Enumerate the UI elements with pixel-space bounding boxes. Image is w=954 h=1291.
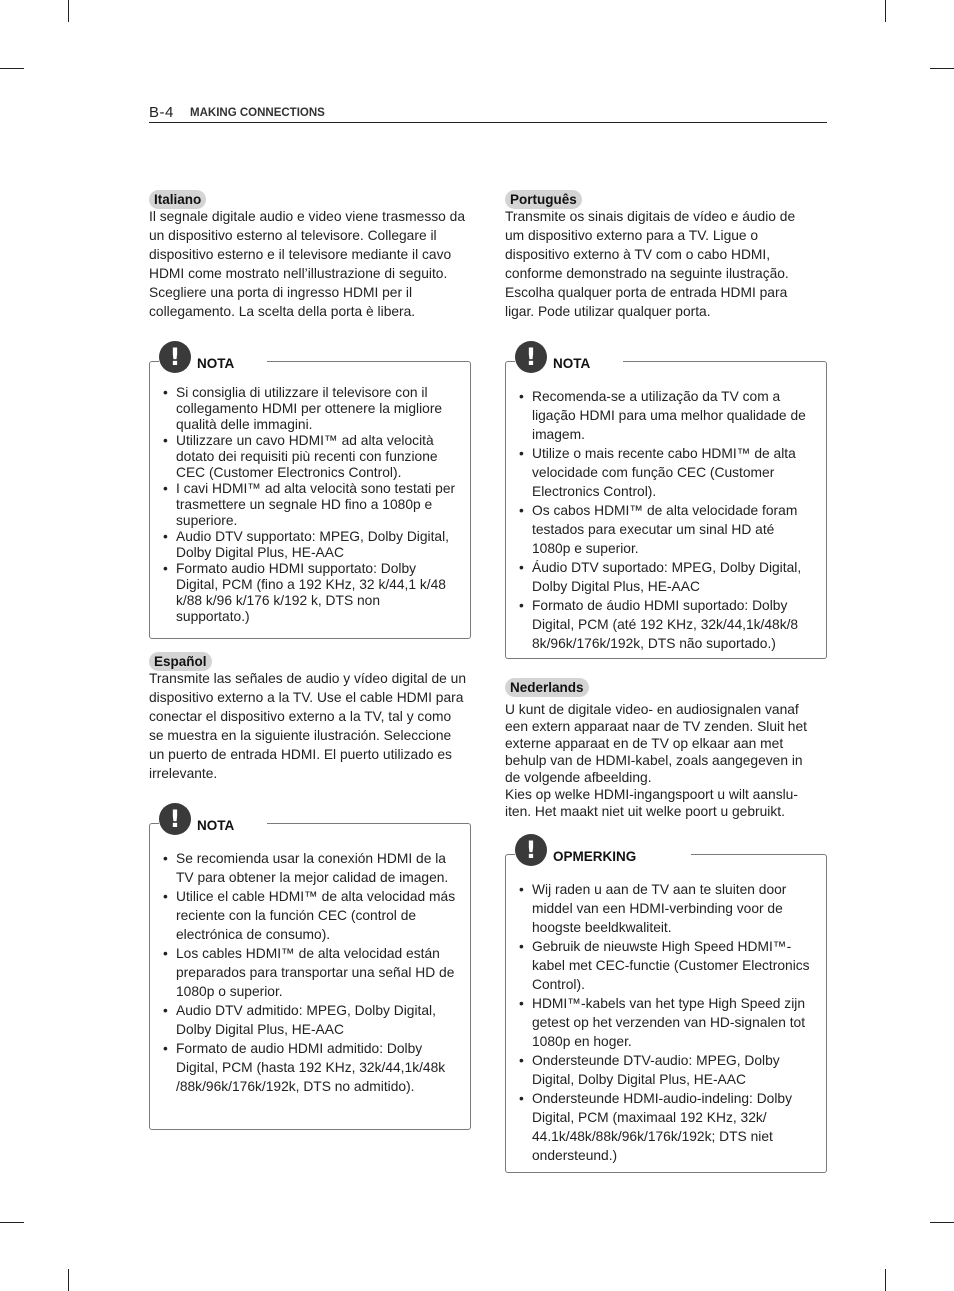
- italiano-note-list: [150, 385, 456, 625]
- crop-mark: [68, 0, 69, 22]
- espanol-paragraph: Transmite las señales de audio y vídeo digital de un dispositivo externo a la TV. Use el cable HDMI para conectar el dispositivo externo a la TV, tal y como se muestra en la siguiente ilustración. Seleccione un puerto de entrada HDMI. El puerto utilizado es irrelevante.: [149, 671, 467, 781]
- portugues-note-list: [506, 387, 812, 653]
- language-badge-nederlands: Nederlands: [505, 678, 589, 697]
- list-item: • Wij raden u aan de TV aan te sluiten door middel van een HDMI-verbinding voor de hoogste beeldkwaliteit.: [519, 882, 787, 935]
- portugues-paragraph: Transmite os sinais digitais de vídeo e áudio de um dispositivo externo para a TV. Ligue o dispositivo externo à TV com o cabo HDMI, conforme demonstrado na seguinte ilustração. Escolha qualquer porta de entrada HDMI para ligar. Pode utilizar qualquer porta.: [505, 209, 796, 319]
- list-item: • Gebruik de nieuwste High Speed HDMI™-kabel met CEC-functie (Customer Electronics Control).: [519, 939, 810, 992]
- nederlands-note-header: [515, 834, 691, 874]
- list-item: • Áudio DTV suportado: MPEG, Dolby Digital, Dolby Digital Plus, HE-AAC: [519, 560, 802, 594]
- language-badge-portugues: Português: [505, 190, 582, 209]
- italiano-paragraph: Il segnale digitale audio e video viene trasmesso da un dispositivo esterno al televisore. Collegare il dispositivo esterno e il televisore mediante il cavo HDMI come mostrato nell’illustrazione di seguito. Scegliere una porta di ingresso HDMI per il collegamento. La scelta della porta è libera.: [149, 209, 465, 319]
- page-header: [149, 104, 827, 123]
- list-item: • Audio DTV supportato: MPEG, Dolby Digital, Dolby Digital Plus, HE-AAC: [163, 529, 449, 560]
- warning-icon: !: [159, 803, 191, 835]
- list-item: • Os cabos HDMI™ de alta velocidade foram testados para executar um sinal HD até 1080p e superior.: [519, 503, 798, 556]
- crop-mark: [0, 68, 24, 69]
- nederlands-note-list: [506, 880, 812, 1165]
- warning-icon: !: [515, 341, 547, 373]
- list-item: • Utilizzare un cavo HDMI™ ad alta velocità dotato dei requisiti più recenti con funzione CEC (Customer Electronics Control).: [163, 433, 438, 480]
- warning-icon: !: [515, 834, 547, 866]
- list-item: • Ondersteunde DTV-audio: MPEG, Dolby Digital, Dolby Digital Plus, HE-AAC: [519, 1053, 780, 1087]
- list-item: • Recomenda-se a utilização da TV com a ligação HDMI para uma melhor qualidade de imagem.: [519, 389, 806, 442]
- list-item: • Audio DTV admitido: MPEG, Dolby Digital, Dolby Digital Plus, HE-AAC: [163, 1003, 436, 1037]
- note-label: NOTA: [197, 356, 235, 371]
- list-item: • Formato de áudio HDMI suportado: Dolby Digital, PCM (até 192 KHz, 32k/44,1k/48k/8 8k/96k/176k/192k, DTS não suportado.): [519, 598, 799, 651]
- page-number: B-4: [149, 104, 174, 121]
- list-item: • I cavi HDMI™ ad alta velocità sono testati per trasmettere un segnale HD fino a 1080p e superiore.: [163, 481, 456, 528]
- list-item: • Los cables HDMI™ de alta velocidad están preparados para transportar una señal HD de 1080p o superior.: [163, 946, 455, 999]
- list-item: • Formato audio HDMI supportato: Dolby Digital, PCM (fino a 192 KHz, 32 k/44,1 k/48 k/88 k/96 k/176 k/192 k, DTS non supportato.): [163, 561, 446, 624]
- warning-icon: !: [159, 341, 191, 373]
- language-badge-espanol: Español: [149, 652, 212, 671]
- crop-mark: [930, 1222, 954, 1223]
- espanol-note-list: [150, 849, 456, 1096]
- crop-mark: [930, 68, 954, 69]
- list-item: • Se recomienda usar la conexión HDMI de la TV para obtener la mejor calidad de imagen.: [163, 851, 449, 885]
- crop-mark: [0, 1222, 24, 1223]
- crop-mark: [885, 1269, 886, 1291]
- italiano-note-header: [159, 341, 267, 381]
- list-item: • Utilize o mais recente cabo HDMI™ de alta velocidade com função CEC (Customer Electronics Control).: [519, 446, 796, 499]
- list-item: • Utilice el cable HDMI™ de alta velocidad más reciente con la función CEC (control de electrónica de consumo).: [163, 889, 456, 942]
- espanol-note-header: [159, 803, 267, 843]
- list-item: • Si consiglia di utilizzare il televisore con il collegamento HDMI per ottenere la migliore qualità delle immagini.: [163, 385, 443, 432]
- crop-mark: [68, 1269, 69, 1291]
- note-label: NOTA: [553, 356, 591, 371]
- crop-mark: [885, 0, 886, 22]
- note-label: NOTA: [197, 818, 235, 833]
- note-label: OPMERKING: [553, 849, 637, 864]
- nederlands-paragraph: U kunt de digitale video- en audiosignalen vanaf een extern apparaat naar de TV zenden. Sluit het externe apparaat en de TV op elkaar aan met behulp van de HDMI-kabel, zoals aangegeven in de volgende afbeelding. Kies op welke HDMI-ingangspoort u wilt aanslu-iten. Het maakt niet uit welke poort u gebruikt.: [505, 702, 807, 819]
- section-title: MAKING CONNECTIONS: [190, 107, 325, 119]
- portugues-note-header: [515, 341, 623, 381]
- list-item: • Formato de audio HDMI admitido: Dolby Digital, PCM (hasta 192 KHz, 32k/44,1k/48k /88k/96k/176k/192k, DTS no admitido).: [163, 1041, 446, 1094]
- language-badge-italiano: Italiano: [149, 190, 206, 209]
- list-item: • HDMI™-kabels van het type High Speed zijn getest op het verzenden van HD-signalen tot 1080p en hoger.: [519, 996, 806, 1049]
- list-item: • Ondersteunde HDMI-audio-indeling: Dolby Digital, PCM (maximaal 192 KHz, 32k/ 44.1k/48k/88k/96k/176k/192k; DTS niet ondersteund.): [519, 1091, 792, 1163]
